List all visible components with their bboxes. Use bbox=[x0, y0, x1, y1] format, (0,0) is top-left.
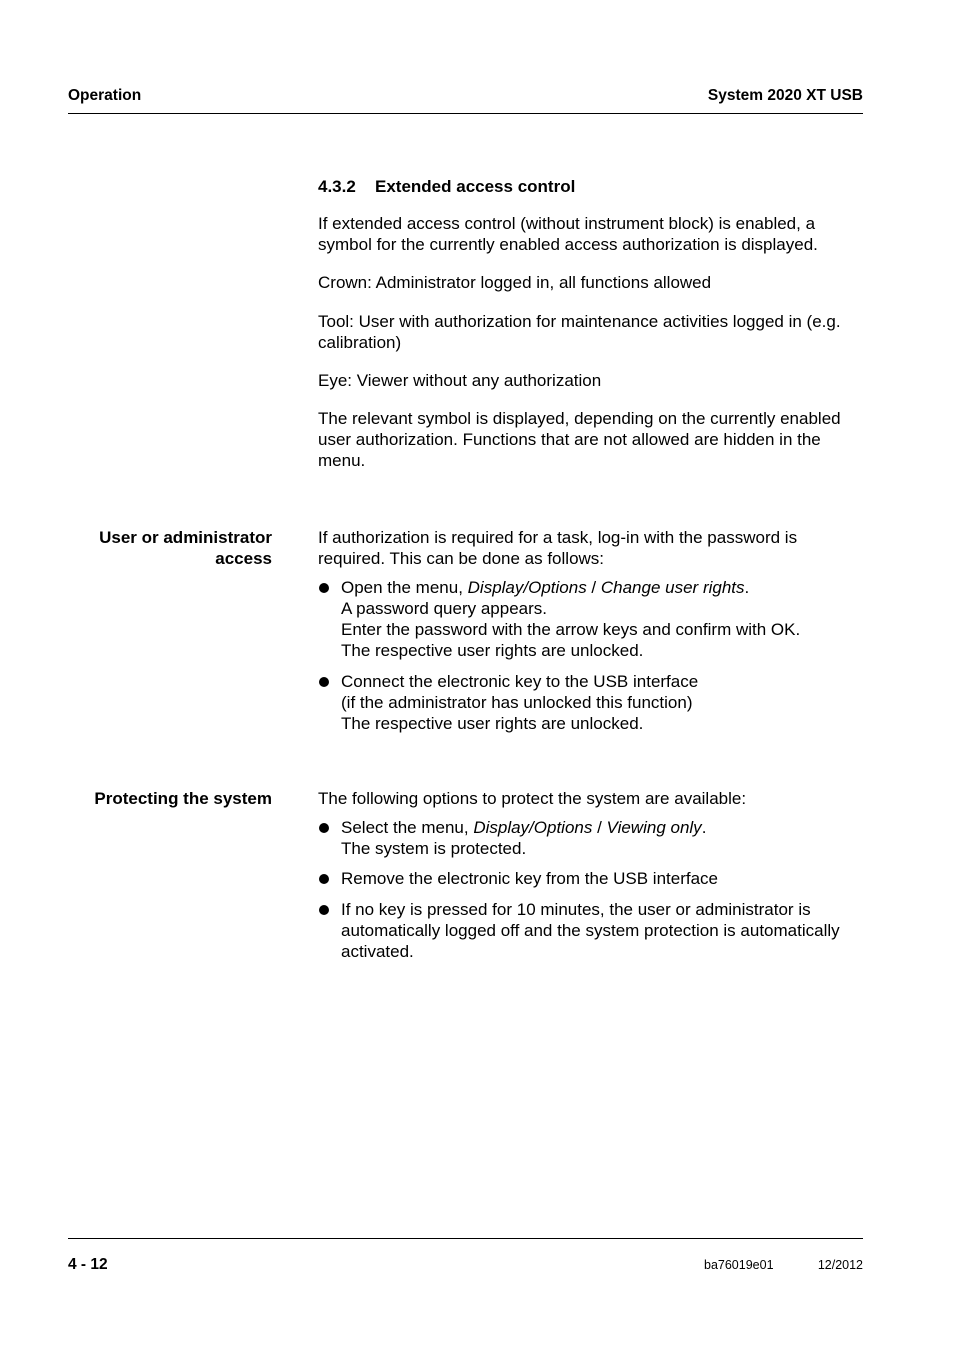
bullet-line: The system is protected. bbox=[341, 839, 527, 858]
list-item bbox=[318, 868, 868, 889]
paragraph-access-intro: If authorization is required for a task, log-in with the password is required. This can be done as follows: bbox=[318, 528, 798, 568]
document-date: 12/2012 bbox=[817, 1258, 863, 1272]
paragraph-intro: If extended access control (without instrument block) is enabled, a symbol for the currently enabled access authorization is displayed. bbox=[318, 214, 818, 254]
list-item bbox=[318, 577, 868, 661]
bullet-dot-icon bbox=[319, 677, 329, 687]
side-label-protecting bbox=[68, 788, 272, 809]
paragraph-tool: Tool: User with authorization for maintenance activities logged in (e.g. calibration) bbox=[318, 312, 841, 352]
header-chapter: Operation bbox=[68, 87, 142, 104]
document-id: ba76019e01 bbox=[704, 1258, 774, 1272]
menu-separator: / bbox=[592, 818, 607, 837]
protect-bullet-list bbox=[318, 817, 868, 962]
bullet-dot-icon bbox=[319, 905, 329, 915]
list-item bbox=[318, 899, 868, 962]
bullet-line: If no key is pressed for 10 minutes, the user or administrator is automatically logged off and the system protection is automatically activated. bbox=[341, 900, 840, 961]
list-item bbox=[318, 817, 868, 859]
bullet-line bbox=[341, 577, 868, 598]
section-heading bbox=[318, 177, 575, 197]
header-product: System 2020 XT USB bbox=[707, 87, 863, 104]
bullet-text: . bbox=[701, 818, 707, 837]
menu-separator: / bbox=[586, 578, 601, 597]
section-number: 4.3.2 bbox=[318, 177, 356, 196]
menu-name: Viewing only bbox=[606, 818, 702, 837]
side-label-line: User or administrator bbox=[99, 528, 272, 547]
section-title: Extended access control bbox=[375, 177, 576, 196]
list-item bbox=[318, 671, 868, 734]
bullet-line: Remove the electronic key from the USB interface bbox=[341, 869, 718, 888]
bullet-text: Select the menu, bbox=[341, 818, 474, 837]
menu-name: Display/Options bbox=[467, 578, 587, 597]
menu-name: Change user rights bbox=[600, 578, 745, 597]
bullet-line: The respective user rights are unlocked. bbox=[341, 641, 644, 660]
bullet-dot-icon bbox=[319, 823, 329, 833]
bullet-line: Enter the password with the arrow keys and confirm with OK. bbox=[341, 620, 801, 639]
bullet-line: The respective user rights are unlocked. bbox=[341, 714, 644, 733]
header-rule bbox=[68, 113, 863, 114]
bullet-dot-icon bbox=[319, 874, 329, 884]
bullet-dot-icon bbox=[319, 583, 329, 593]
access-bullet-list bbox=[318, 577, 868, 734]
paragraph-protect-intro: The following options to protect the system are available: bbox=[318, 789, 747, 808]
bullet-text: Open the menu, bbox=[341, 578, 468, 597]
bullet-line: (if the administrator has unlocked this function) bbox=[341, 693, 693, 712]
page-number: 4 - 12 bbox=[68, 1256, 108, 1273]
paragraph-crown: Crown: Administrator logged in, all functions allowed bbox=[318, 273, 712, 292]
paragraph-relevant-symbol: The relevant symbol is displayed, depending on the currently enabled user authorization. Functions that are not allowed are hidden in the menu. bbox=[318, 409, 841, 470]
side-label-line: Protecting the system bbox=[94, 789, 272, 808]
side-label-user-access bbox=[68, 527, 272, 569]
bullet-line bbox=[341, 817, 868, 838]
paragraph-eye: Eye: Viewer without any authorization bbox=[318, 371, 602, 390]
footer-rule bbox=[68, 1238, 863, 1239]
bullet-text: . bbox=[744, 578, 750, 597]
bullet-line: A password query appears. bbox=[341, 599, 548, 618]
bullet-line: Connect the electronic key to the USB interface bbox=[341, 672, 699, 691]
side-label-line: access bbox=[215, 549, 272, 568]
menu-name: Display/Options bbox=[473, 818, 593, 837]
